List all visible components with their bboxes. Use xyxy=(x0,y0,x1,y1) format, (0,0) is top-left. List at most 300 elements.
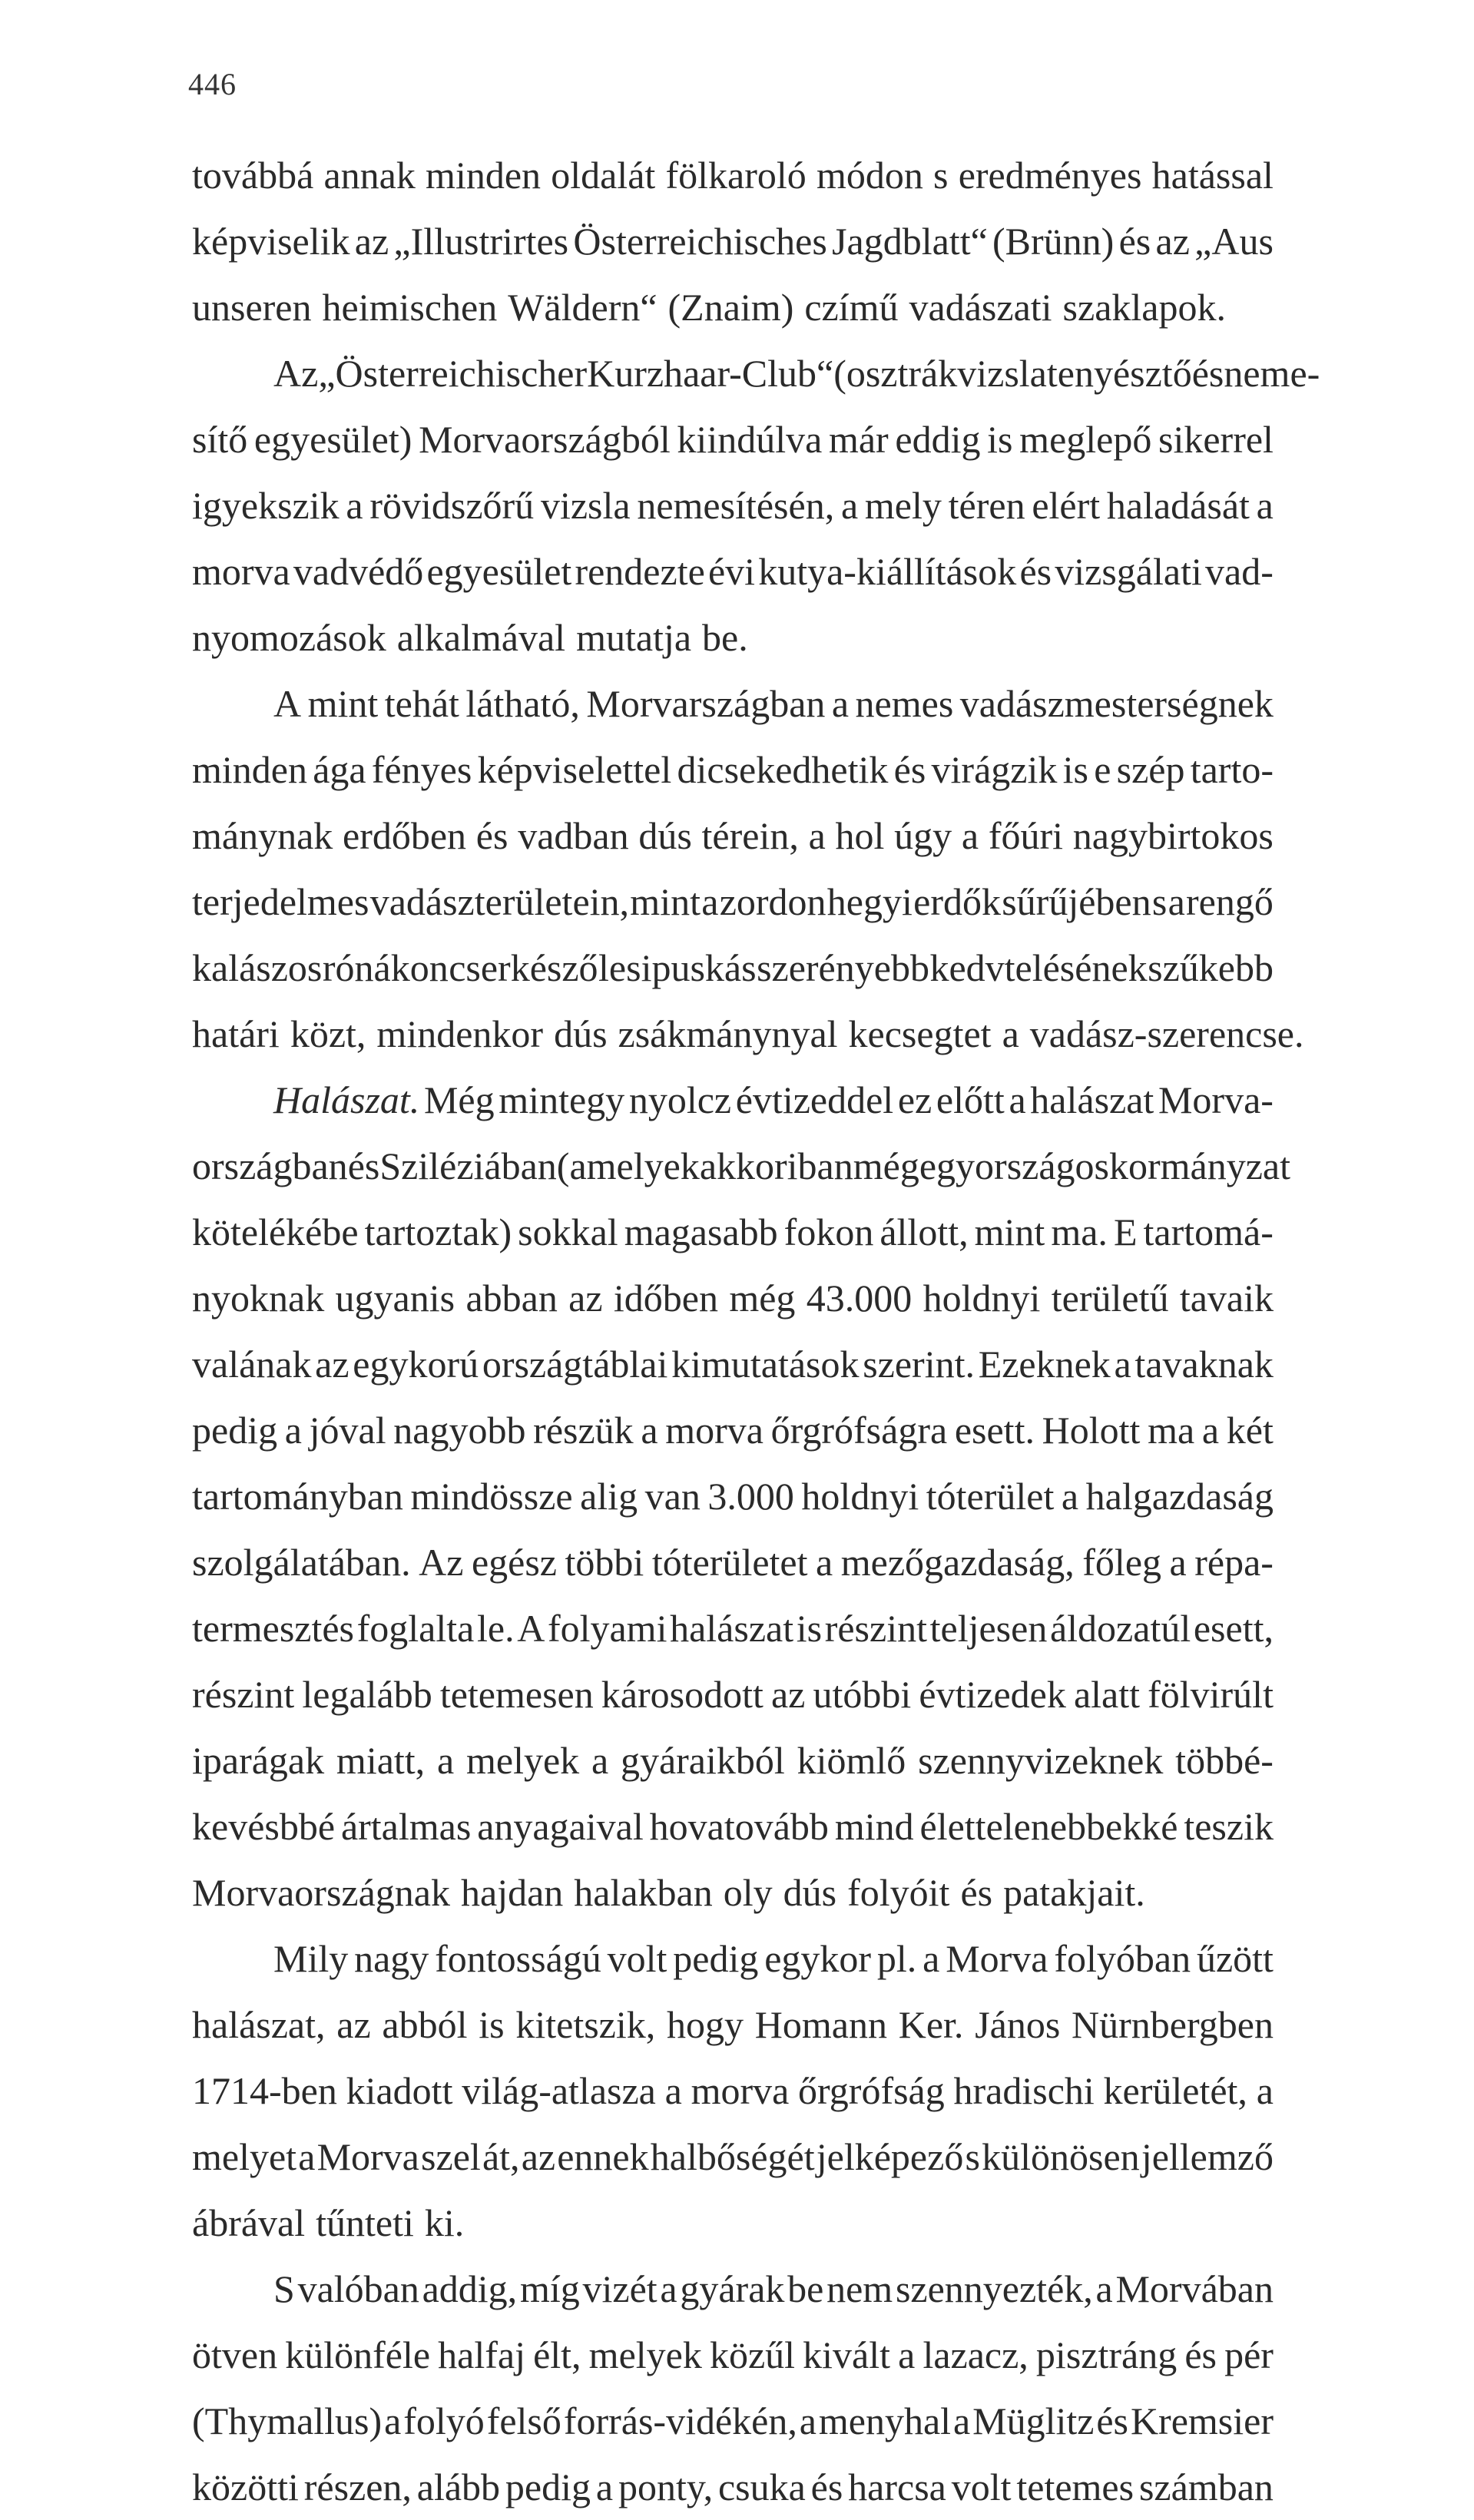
word: a xyxy=(660,2267,677,2310)
word: nemes xyxy=(855,682,954,725)
word: cserkésző xyxy=(449,946,598,989)
word: Halászat. xyxy=(273,1078,420,1121)
word: egykorú xyxy=(353,1343,479,1386)
word: dús xyxy=(554,1012,608,1055)
word: és xyxy=(810,2465,843,2508)
word: halászat, xyxy=(192,2003,326,2046)
word: lesipuskás xyxy=(598,946,757,989)
word: az xyxy=(315,1343,349,1386)
word: részük xyxy=(533,1409,634,1452)
word: látható, xyxy=(465,682,580,725)
word: a xyxy=(1114,1343,1131,1386)
word: elért xyxy=(1032,484,1101,527)
word: évtizedek xyxy=(919,1673,1066,1716)
word: téren xyxy=(948,484,1025,527)
word: szaklapok. xyxy=(1062,286,1226,329)
word: holdnyi xyxy=(922,1277,1041,1320)
word: úgy xyxy=(894,814,952,857)
word: sítő xyxy=(192,418,248,461)
word: Ker. xyxy=(898,2003,964,2046)
word: a xyxy=(591,1739,609,1782)
word: teszik xyxy=(1184,1805,1274,1848)
word: ma xyxy=(1148,1409,1195,1452)
word: a xyxy=(1002,1012,1019,1055)
word: vad- xyxy=(1205,550,1274,593)
word: (Znaim) xyxy=(667,286,794,329)
word: mind xyxy=(834,1805,914,1848)
word: alatt xyxy=(1073,1673,1141,1716)
text-line xyxy=(192,208,1274,274)
text-line xyxy=(192,2190,1274,2256)
word: abból xyxy=(382,2003,468,2046)
word: Kurzhaar-Club“ xyxy=(587,352,834,395)
word: időben xyxy=(613,1277,718,1320)
body-text xyxy=(192,142,1320,2520)
text-line xyxy=(192,1463,1274,1529)
word: hovatovább xyxy=(649,1805,829,1848)
word: és xyxy=(1184,2333,1217,2376)
word: 3.000 xyxy=(707,1475,794,1518)
word: a xyxy=(961,814,979,857)
word: Österreichisches xyxy=(573,220,827,263)
text-line xyxy=(192,1067,1274,1133)
word: czímű xyxy=(804,286,899,329)
word: mintegy xyxy=(499,1078,625,1121)
word: a xyxy=(1201,1409,1220,1452)
word: melyek xyxy=(586,1144,700,1187)
word: dús xyxy=(638,814,692,857)
word: vadászati xyxy=(909,286,1052,329)
word: hogy xyxy=(667,2003,744,2046)
word: mint xyxy=(974,1210,1045,1253)
word: halbőségét xyxy=(650,2135,815,2178)
word: a xyxy=(1256,484,1274,527)
word: Morvában xyxy=(1115,2267,1274,2310)
word: lazacz, xyxy=(922,2333,1028,2376)
text-line xyxy=(192,1926,1274,1992)
word: S xyxy=(273,2267,295,2310)
word: tavaik xyxy=(1179,1277,1274,1320)
word: a xyxy=(384,2399,402,2442)
word: mint xyxy=(307,682,379,725)
text-line xyxy=(192,2256,1274,2322)
word: Az xyxy=(273,352,319,395)
word: 1714-ben xyxy=(192,2069,337,2112)
word: számban xyxy=(1138,2465,1274,2508)
word: is xyxy=(479,2003,505,2046)
text-line xyxy=(192,1727,1274,1793)
word: „Aus xyxy=(1194,220,1274,263)
word: mánynak xyxy=(192,814,333,857)
word: E xyxy=(1113,1210,1138,1253)
text-line xyxy=(192,142,1274,208)
word: terjedelmes xyxy=(192,880,369,923)
word: a xyxy=(346,484,363,527)
word: melyek xyxy=(465,1739,580,1782)
word: rónákon xyxy=(322,946,449,989)
word: vadász-szerencse. xyxy=(1029,1012,1304,1055)
word: az xyxy=(521,2135,556,2178)
word: sokkal xyxy=(518,1210,618,1253)
word: kivált xyxy=(803,2333,891,2376)
word: Morva- xyxy=(1158,1078,1274,1121)
word: erdők xyxy=(913,880,1001,923)
word: évtizeddel xyxy=(735,1078,894,1121)
word: vizét xyxy=(582,2267,658,2310)
text-line xyxy=(192,2124,1274,2190)
word: igyekszik xyxy=(192,484,340,527)
word: addig, xyxy=(422,2267,518,2310)
text-line xyxy=(192,1661,1274,1727)
word: Wäldern“ xyxy=(508,286,658,329)
word: Morvaországnak xyxy=(192,1871,450,1914)
word: s xyxy=(933,154,949,197)
word: kevésbbé xyxy=(192,1805,336,1848)
word: fényes xyxy=(371,748,472,791)
word: ponty, xyxy=(618,2465,714,2508)
word: János xyxy=(975,2003,1061,2046)
page-number: 446 xyxy=(188,67,237,101)
word: Müglitz xyxy=(972,2399,1095,2442)
word: abban xyxy=(465,1277,558,1320)
word: Még xyxy=(423,1078,495,1121)
word: folyóit xyxy=(847,1871,950,1914)
word: vadászmesterségnek xyxy=(959,682,1274,725)
text-line xyxy=(192,1001,1304,1067)
word: hradischi xyxy=(953,2069,1095,2112)
word: dús xyxy=(783,1871,837,1914)
word: Sziléziában xyxy=(379,1144,557,1187)
word: fölvirúlt xyxy=(1148,1673,1274,1716)
word: és xyxy=(347,1144,380,1187)
word: egyesület xyxy=(426,550,572,593)
word: részen, xyxy=(303,2465,412,2508)
word: a xyxy=(1168,880,1185,923)
word: jellemző xyxy=(1141,2135,1274,2178)
word: a xyxy=(952,2399,971,2442)
word: kötelékébe xyxy=(192,1210,359,1253)
word: felső xyxy=(486,2399,561,2442)
word: az xyxy=(336,2003,371,2046)
word: magasabb xyxy=(624,1210,778,1253)
word: kitetszik, xyxy=(515,2003,656,2046)
word: a xyxy=(831,682,850,725)
word: miatt, xyxy=(336,1739,426,1782)
word: kerületét, xyxy=(1103,2069,1247,2112)
word: nagy xyxy=(354,1937,429,1980)
word: halgazdaság xyxy=(1085,1475,1274,1518)
word: oly xyxy=(723,1871,773,1914)
word: folyó xyxy=(403,2399,485,2442)
word: ugyanis xyxy=(335,1277,455,1320)
text-line xyxy=(192,869,1274,935)
word: a xyxy=(1256,2069,1274,2112)
word: oldalát xyxy=(551,154,656,197)
word: Kremsier xyxy=(1130,2399,1274,2442)
word: főúri xyxy=(988,814,1064,857)
word: is xyxy=(987,418,1013,461)
word: alkalmával xyxy=(396,616,566,659)
word: erdőben xyxy=(343,814,467,857)
word: az xyxy=(568,1277,603,1320)
word: meglepő xyxy=(1019,418,1152,461)
word: is xyxy=(796,1607,823,1650)
word: országos xyxy=(975,1144,1109,1187)
word: a xyxy=(922,1937,940,1980)
word: Morvaországból xyxy=(419,418,671,461)
word: az xyxy=(1155,220,1190,263)
word: morva xyxy=(192,550,290,593)
text-line xyxy=(192,1992,1274,2058)
word: két xyxy=(1226,1409,1274,1452)
word: az xyxy=(354,220,389,263)
word: ez xyxy=(897,1078,932,1121)
word: kalászos xyxy=(192,946,323,989)
word: csuka xyxy=(717,2465,806,2508)
text-line xyxy=(192,1331,1274,1397)
word: sűrűjében xyxy=(1002,880,1151,923)
text-line xyxy=(192,1397,1274,1463)
word: s xyxy=(1151,880,1168,923)
word: „Österreichischer xyxy=(318,352,588,395)
word: különféle xyxy=(285,2333,431,2376)
word: szolgálatában. xyxy=(192,1541,411,1584)
word: hegyi xyxy=(826,880,913,923)
word: kormányzat xyxy=(1109,1144,1291,1187)
word: Morvarszágban xyxy=(586,682,826,725)
word: nagybirtokos xyxy=(1072,814,1274,857)
text-line xyxy=(192,737,1274,803)
text-line xyxy=(192,538,1274,604)
word: országban xyxy=(192,1144,348,1187)
word: harcsa xyxy=(848,2465,946,2508)
word: űzött xyxy=(1196,1937,1274,1980)
word: menyhal xyxy=(818,2399,952,2442)
word: térein, xyxy=(701,814,799,857)
word: nem xyxy=(826,2267,893,2310)
word: a xyxy=(1009,1078,1026,1121)
word: a xyxy=(595,2465,614,2508)
word: nyoknak xyxy=(192,1277,325,1320)
word: pedig xyxy=(673,1937,759,1980)
word: a xyxy=(701,880,719,923)
word: vizslatenyésztő xyxy=(957,352,1192,395)
text-line xyxy=(192,1529,1274,1595)
word: s xyxy=(965,2135,980,2178)
word: van xyxy=(644,1475,701,1518)
text-line xyxy=(192,274,1274,340)
word: részint xyxy=(824,1607,927,1650)
word: szűkebb xyxy=(1148,946,1274,989)
word: élt, xyxy=(533,2333,581,2376)
word: fölkaroló xyxy=(665,154,807,197)
word: hajdan xyxy=(461,1871,564,1914)
word: „Illustrirtes xyxy=(393,220,569,263)
word: minden xyxy=(426,154,542,197)
word: élettelenebbekké xyxy=(919,1805,1178,1848)
word: morva xyxy=(665,1409,763,1452)
word: gyáraikból xyxy=(620,1739,785,1782)
word: anyagaival xyxy=(477,1805,644,1848)
text-line xyxy=(192,2322,1274,2388)
text-line xyxy=(192,406,1274,472)
word: akkoriban xyxy=(699,1144,853,1187)
word: és xyxy=(1019,550,1052,593)
word: répa- xyxy=(1194,1541,1274,1584)
word: ábrával xyxy=(192,2201,306,2244)
word: (Thymallus) xyxy=(192,2399,383,2442)
word: még xyxy=(853,1144,919,1187)
word: nagyobb xyxy=(393,1409,526,1452)
word: morva xyxy=(691,2069,790,2112)
word: és xyxy=(1096,2399,1129,2442)
text-line xyxy=(192,671,1274,737)
word: valóban xyxy=(297,2267,419,2310)
word: iparágak xyxy=(192,1739,325,1782)
word: rengő xyxy=(1186,880,1274,923)
word: ága xyxy=(313,748,366,791)
word: kiadott xyxy=(346,2069,453,2112)
word: szennyvizeknek xyxy=(918,1739,1164,1782)
word: egykor xyxy=(764,1937,872,1980)
word: még xyxy=(729,1277,796,1320)
word: A xyxy=(273,682,302,725)
word: unseren xyxy=(192,286,312,329)
word: vizsgálati xyxy=(1055,550,1202,593)
word: rendezte xyxy=(575,550,705,593)
word: annak xyxy=(323,154,416,197)
word: világ-atlasza xyxy=(462,2069,656,2112)
word: a xyxy=(799,2399,816,2442)
word: dicsekedhetik xyxy=(677,748,889,791)
word: pér xyxy=(1224,2333,1274,2376)
word: a xyxy=(298,2135,316,2178)
word: többi xyxy=(565,1541,644,1584)
word: rövidszőrű xyxy=(369,484,535,527)
word: (Brünn) xyxy=(992,220,1115,263)
word: Morva xyxy=(316,2135,419,2178)
word: szel xyxy=(421,2135,481,2178)
word: a xyxy=(1169,1541,1187,1584)
word: fontosságú xyxy=(435,1937,601,1980)
text-line xyxy=(192,1793,1274,1859)
word: valának xyxy=(192,1343,312,1386)
text-line xyxy=(192,803,1274,869)
text-line xyxy=(192,1859,1274,1926)
word: kiindúlva xyxy=(677,418,823,461)
word: területű xyxy=(1051,1277,1169,1320)
word: őrgrófság xyxy=(798,2069,945,2112)
word: szép xyxy=(1116,748,1185,791)
word: Ezeknek xyxy=(978,1343,1111,1386)
word: közt, xyxy=(290,1012,366,1055)
word: hol xyxy=(835,814,885,857)
word: esett. xyxy=(954,1409,1035,1452)
word: termesztés xyxy=(192,1607,355,1650)
word: részint xyxy=(192,1673,295,1716)
word: mutatja xyxy=(576,616,692,659)
word: őrgrófságra xyxy=(770,1409,948,1452)
word: ötven xyxy=(192,2333,278,2376)
word: melyek xyxy=(588,2333,702,2376)
word: sikerrel xyxy=(1158,418,1274,461)
word: kecsegtet xyxy=(848,1012,992,1055)
word: be. xyxy=(702,616,748,659)
word: tartományban xyxy=(192,1475,403,1518)
word: kutya-kiállítások xyxy=(758,550,1017,593)
word: pedig xyxy=(505,2465,591,2508)
word: át, xyxy=(482,2135,520,2178)
word: nyolcz xyxy=(628,1078,732,1121)
text-line xyxy=(192,604,1274,671)
word: mindenkor xyxy=(376,1012,544,1055)
text-line xyxy=(192,935,1274,1001)
word: Nürnbergben xyxy=(1072,2003,1274,2046)
word: főleg xyxy=(1082,1541,1162,1584)
word: az xyxy=(770,1673,806,1716)
word: be xyxy=(787,2267,824,2310)
word: hatással xyxy=(1151,154,1274,197)
word: képviselettel xyxy=(477,748,672,791)
word: a xyxy=(284,1409,302,1452)
word: és xyxy=(1191,352,1224,395)
word: tavaknak xyxy=(1134,1343,1274,1386)
word: a xyxy=(436,1739,455,1782)
word: neme- xyxy=(1224,352,1320,395)
text-line xyxy=(192,2388,1274,2454)
word: patakjait. xyxy=(1003,1871,1145,1914)
word: áldozatúl xyxy=(1049,1607,1191,1650)
word: e xyxy=(1094,748,1111,791)
word: tartomá- xyxy=(1143,1210,1274,1253)
word: halászat xyxy=(670,1607,794,1650)
word: míg xyxy=(519,2267,580,2310)
word: haladását xyxy=(1106,484,1250,527)
word: pedig xyxy=(192,1409,278,1452)
word: határi xyxy=(192,1012,280,1055)
word: a xyxy=(1061,1475,1079,1518)
word: és xyxy=(893,748,926,791)
word: már xyxy=(828,418,889,461)
word: heimischen xyxy=(322,286,498,329)
text-line xyxy=(192,2058,1274,2124)
word: volt xyxy=(607,1937,667,1980)
word: tartoztak) xyxy=(364,1210,512,1253)
word: forrás-vidékén, xyxy=(563,2399,797,2442)
text-line xyxy=(192,1199,1274,1265)
word: ártalmas xyxy=(340,1805,472,1848)
text-line xyxy=(192,1595,1274,1661)
word: Jagdblatt“ xyxy=(832,220,988,263)
word: továbbá xyxy=(192,154,314,197)
word: a xyxy=(840,484,859,527)
word: folyami xyxy=(547,1607,667,1650)
word: tetemes xyxy=(1016,2465,1134,2508)
word: többé- xyxy=(1175,1739,1274,1782)
word: utóbbi xyxy=(813,1673,912,1716)
word: kiömlő xyxy=(797,1739,906,1782)
word: jelképező xyxy=(816,2135,964,2178)
word: legalább xyxy=(302,1673,432,1716)
word: mindössze xyxy=(410,1475,573,1518)
text-line xyxy=(192,2454,1274,2520)
word: halakban xyxy=(574,1871,713,1914)
word: szennyezték, xyxy=(895,2267,1093,2310)
word: eddig xyxy=(895,418,981,461)
word: vizsla xyxy=(540,484,631,527)
word: egy xyxy=(919,1144,975,1187)
word: teljesen xyxy=(929,1607,1048,1650)
